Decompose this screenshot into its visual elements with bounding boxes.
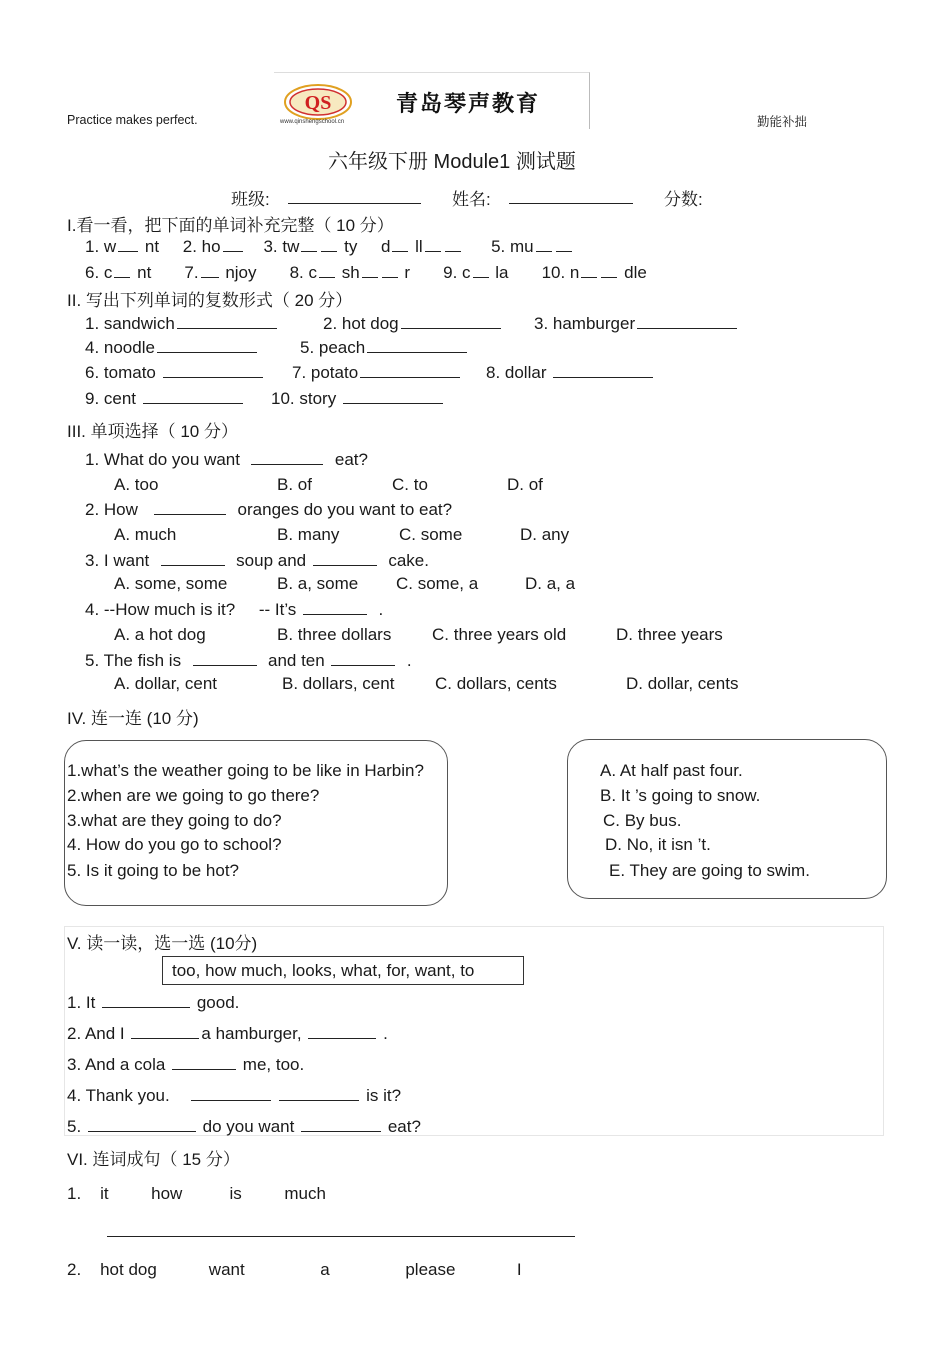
logo-name: 青岛琴声教育 — [396, 92, 541, 117]
plural-item: 1. sandwich — [85, 313, 279, 334]
option[interactable]: C. some, a — [396, 574, 479, 593]
header-motto-cn: 勤能补拙 — [757, 115, 808, 129]
option[interactable]: C. to — [392, 475, 428, 494]
option[interactable]: A. a hot dog — [114, 625, 206, 644]
option[interactable]: A. dollar, cent — [114, 674, 218, 693]
class-blank[interactable] — [288, 203, 421, 204]
header-motto: Practice makes perfect. — [67, 113, 198, 127]
logo-url: www.qinshengschool.cn — [280, 119, 345, 125]
question-4: 4. --How much is it? -- It’s . — [85, 600, 384, 619]
option[interactable]: D. any — [520, 525, 570, 544]
plural-item: 3. hamburger — [534, 313, 739, 334]
option[interactable]: B. of — [277, 475, 312, 494]
option[interactable]: A. much — [114, 525, 177, 544]
fill-line: 5. do you want eat? — [67, 1117, 421, 1136]
match-answer[interactable]: A. At half past four. — [600, 761, 743, 780]
section-3-heading: III. 单项选择（ 10 分） — [67, 422, 238, 441]
option[interactable]: A. too — [114, 475, 159, 494]
option[interactable]: A. some, some — [114, 574, 228, 593]
plural-item: 8. dollar — [486, 362, 655, 383]
score-label: 分数: — [664, 190, 703, 209]
section-4-heading: IV. 连一连 (10 分) — [67, 709, 199, 728]
option[interactable]: C. some — [399, 525, 463, 544]
fill-line: 4. Thank you. is it? — [67, 1086, 402, 1105]
question-5: 5. The fish is and ten . — [85, 651, 412, 670]
section-5-heading: V. 读一读，选一选 (10分) — [67, 934, 258, 953]
option[interactable]: B. dollars, cent — [282, 674, 395, 693]
plural-item: 6. tomato — [85, 362, 265, 383]
section-1-heading: I.看一看，把下面的单词补充完整（ 10 分） — [67, 216, 394, 235]
name-label: 姓名: — [452, 190, 491, 209]
option[interactable]: B. three dollars — [277, 625, 392, 644]
question-2: 2. How oranges do you want to eat? — [85, 500, 453, 519]
option[interactable]: D. of — [507, 475, 543, 494]
match-question[interactable]: 5. Is it going to be hot? — [67, 861, 240, 880]
fill-line: 3. And a cola me, too. — [67, 1055, 305, 1074]
section-2-heading: II. 写出下列单词的复数形式（ 20 分） — [67, 291, 353, 310]
plural-item: 4. noodle — [85, 337, 259, 358]
fill-line: 1. It good. — [67, 993, 240, 1012]
fill-line: 2. And I a hamburger, . — [67, 1024, 388, 1043]
word-order-q2: 2. hot dog want a please I — [67, 1260, 522, 1279]
word-order-q1: 1. it how is much — [67, 1184, 326, 1203]
section-1-row-2: 6. c nt 7. njoy 8. c sh r 9. c la 10. n dle — [85, 263, 647, 282]
plural-item: 2. hot dog — [323, 313, 503, 334]
match-answer[interactable]: E. They are going to swim. — [609, 861, 810, 880]
option[interactable]: B. many — [277, 525, 340, 544]
option[interactable]: D. dollar, cents — [626, 674, 739, 693]
match-answer[interactable]: D. No, it isn ’t. — [605, 835, 711, 854]
plural-item: 10. story — [271, 388, 445, 409]
answer-line[interactable] — [107, 1236, 575, 1237]
option[interactable]: B. a, some — [277, 574, 359, 593]
school-logo — [274, 72, 590, 129]
class-label: 班级: — [231, 190, 270, 209]
plural-item: 7. potato — [292, 362, 462, 383]
match-answer[interactable]: B. It ’s going to snow. — [600, 786, 761, 805]
match-question[interactable]: 2.when are we going to go there? — [67, 786, 320, 805]
match-question[interactable]: 4. How do you go to school? — [67, 835, 282, 854]
option[interactable]: C. dollars, cents — [435, 674, 557, 693]
option[interactable]: D. three years — [616, 625, 723, 644]
question-1: 1. What do you want eat? — [85, 450, 368, 469]
option[interactable]: C. three years old — [432, 625, 567, 644]
name-blank[interactable] — [509, 203, 633, 204]
match-answer[interactable]: C. By bus. — [603, 811, 682, 830]
qs-logo-icon — [282, 78, 354, 124]
section-1-row-1: 1. w nt 2. ho 3. tw ty d ll 5. mu — [85, 236, 574, 257]
section-6-heading: VI. 连词成句（ 15 分） — [67, 1150, 240, 1169]
page-title: 六年级下册 Module1 测试题 — [328, 151, 576, 173]
word-bank: too, how much, looks, what, for, want, to — [172, 961, 475, 980]
option[interactable]: D. a, a — [525, 574, 576, 593]
logo-brand: QS — [304, 92, 332, 114]
match-question[interactable]: 3.what are they going to do? — [67, 811, 282, 830]
plural-item: 5. peach — [300, 337, 469, 358]
question-3: 3. I want soup and cake. — [85, 551, 429, 570]
match-question[interactable]: 1.what’s the weather going to be like in Harbin? — [67, 761, 424, 780]
plural-item: 9. cent — [85, 388, 245, 409]
